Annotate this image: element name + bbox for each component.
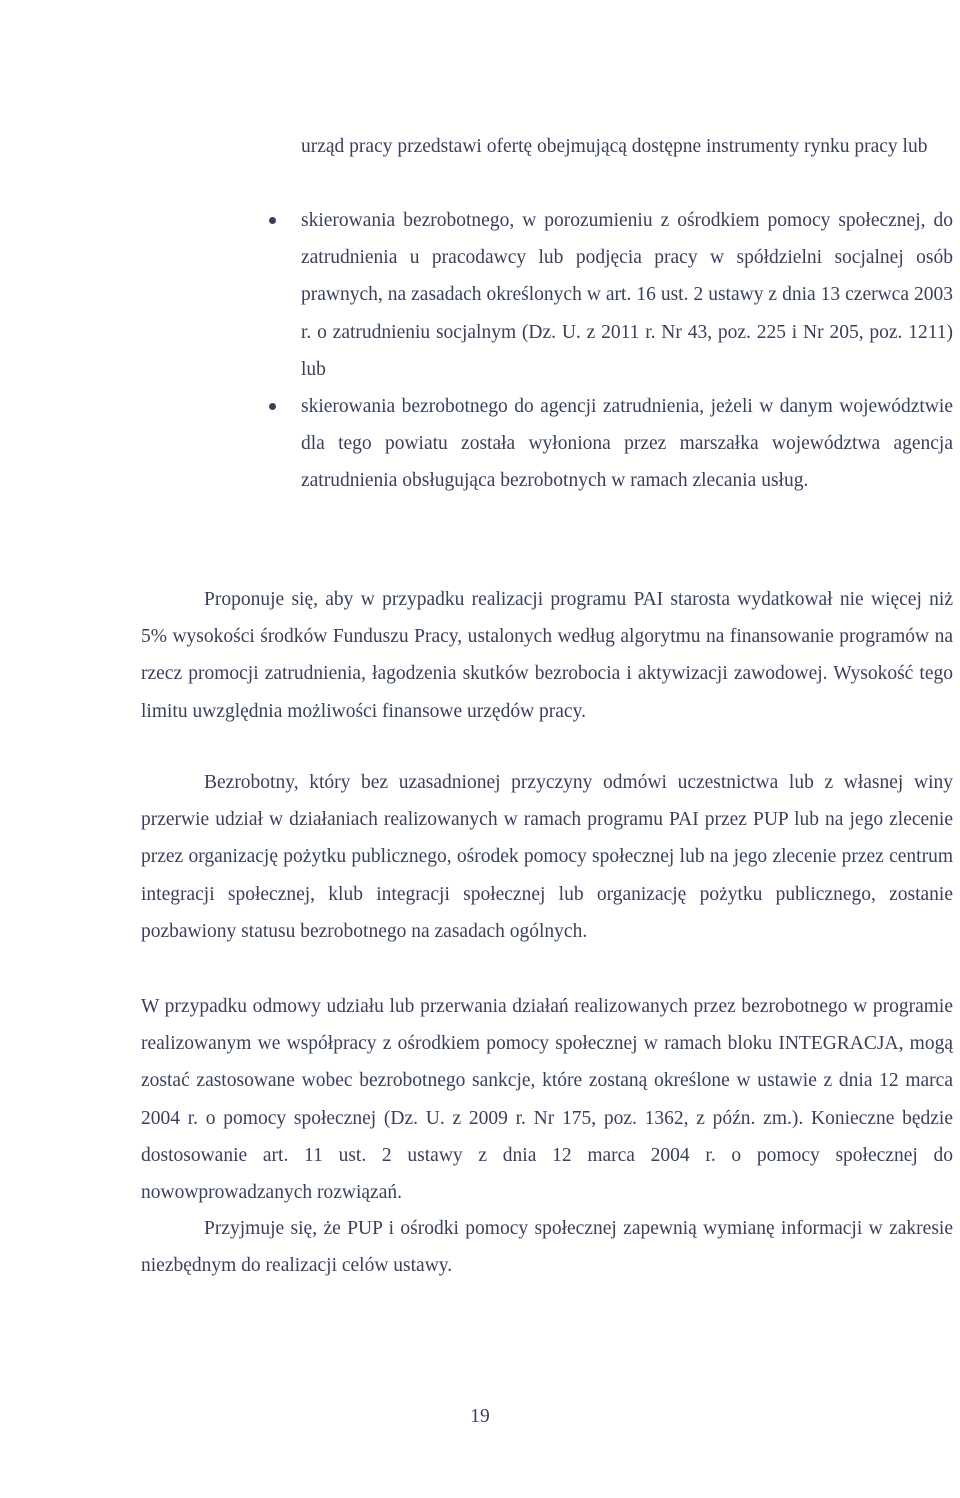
- paragraph-sanctions: W przypadku odmowy udziału lub przerwania działań realizowanych przez bezrobotnego w programie realizowanym we współpracy z ośrodkiem pomocy społecznej w ramach bloku INTEGRACJA, mogą zostać zastosowane wobec bezrobotnego sankcje, które zostaną określone w ustawie z dnia 12 marca 2004 r. o pomocy społecznej (Dz. U. z 2009 r. Nr 175, poz. 1362, z późn. zm.). Konieczne będzie dostosowanie art. 11 ust. 2 ustawy z dnia 12 marca 2004 r. o pomocy społecznej do nowowprowadzanych rozwiązań.: [141, 996, 953, 1204]
- continuation-text: urząd pracy przedstawi ofertę obejmującą dostępne instrumenty rynku pracy lub: [301, 136, 928, 157]
- bullet-item: [301, 388, 953, 500]
- bullet-dot-icon: [269, 403, 276, 410]
- paragraph-pai-funding: Proponuje się, aby w przypadku realizacji programu PAI starosta wydatkował nie więcej niż 5% wysokości środków Funduszu Pracy, ustalonych według algorytmu na finansowanie programów na rzecz promocji zatrudnienia, łagodzenia skutków bezrobocia i aktywizacji zawodowej. Wysokość tego limitu uwzględnia możliwości finansowe urzędów pracy.: [141, 589, 953, 722]
- bullet-item: [301, 202, 953, 388]
- bullet-text: skierowania bezrobotnego do agencji zatrudnienia, jeżeli w danym województwie dla tego powiatu została wyłoniona przez marszałka województwa agencja zatrudnienia obsługująca bezrobotnych w ramach zlecania usług.: [301, 396, 953, 492]
- page-number: 19: [470, 1406, 490, 1427]
- paragraph-information-exchange: Przyjmuje się, że PUP i ośrodki pomocy społecznej zapewnią wymianę informacji w zakresie niezbędnym do realizacji celów ustawy.: [141, 1218, 953, 1277]
- bullet-dot-icon: [269, 217, 276, 224]
- paragraph-unemployed-refusal: Bezrobotny, który bez uzasadnionej przyczyny odmówi uczestnictwa lub z własnej winy przerwie udział w działaniach realizowanych w ramach programu PAI przez PUP lub na jego zlecenie przez organizację pożytku publicznego, ośrodek pomocy społecznej lub na jego zlecenie przez centrum integracji społecznej, klub integracji społecznej lub organizację pożytku publicznego, zostanie pozbawiony statusu bezrobotnego na zasadach ogólnych.: [141, 772, 953, 942]
- bullet-text: skierowania bezrobotnego, w porozumieniu z ośrodkiem pomocy społecznej, do zatrudnienia u pracodawcy lub podjęcia pracy w spółdzielni socjalnej osób prawnych, na zasadach określonych w art. 16 ust. 2 ustawy z dnia 13 czerwca 2003 r. o zatrudnieniu socjalnym (Dz. U. z 2011 r. Nr 43, poz. 225 i Nr 205, poz. 1211) lub: [301, 210, 953, 380]
- bullet-list: [301, 202, 953, 500]
